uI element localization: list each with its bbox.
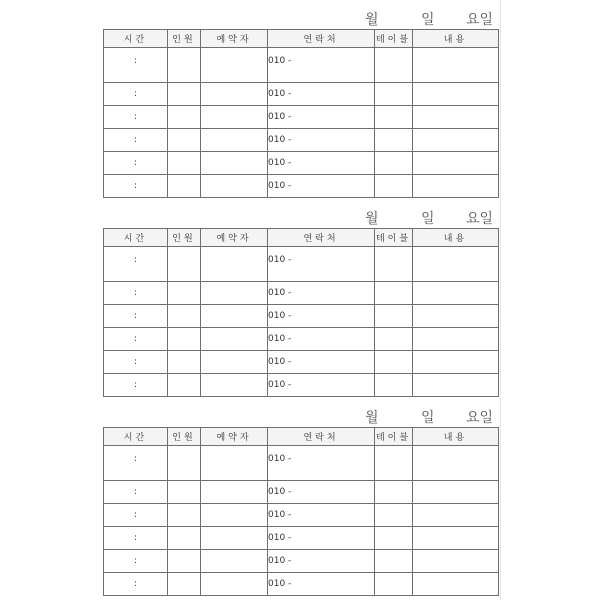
day-label: 일 (421, 211, 435, 227)
notes-cell[interactable] (413, 374, 499, 397)
notes-cell[interactable] (413, 305, 499, 328)
reserver-cell[interactable] (201, 374, 268, 397)
day-label: 일 (421, 12, 435, 28)
header-reserver: 예약자 (201, 428, 268, 446)
time-cell[interactable]: : (104, 152, 168, 175)
table-row (104, 481, 499, 504)
header-row (104, 30, 499, 48)
table-row (104, 446, 499, 481)
party-size-cell[interactable] (168, 374, 201, 397)
notes-cell[interactable] (413, 175, 499, 198)
header-party-size: 인원 (168, 428, 201, 446)
header-time: 시간 (104, 30, 168, 48)
time-cell[interactable]: : (104, 247, 168, 282)
notes-cell[interactable] (413, 481, 499, 504)
table-cell[interactable] (375, 550, 413, 573)
contact-cell[interactable]: 010 - (268, 446, 375, 481)
table-cell[interactable] (375, 527, 413, 550)
contact-cell[interactable]: 010 - (268, 573, 375, 596)
weekday-label: 요일 (466, 12, 494, 28)
header-notes: 내용 (413, 229, 499, 247)
contact-cell[interactable]: 010 - (268, 247, 375, 282)
contact-cell[interactable]: 010 - (268, 328, 375, 351)
table-row (104, 351, 499, 374)
party-size-cell[interactable] (168, 129, 201, 152)
notes-cell[interactable] (413, 550, 499, 573)
party-size-cell[interactable] (168, 527, 201, 550)
header-contact: 연락처 (268, 229, 375, 247)
party-size-cell[interactable] (168, 351, 201, 374)
party-size-cell[interactable] (168, 48, 201, 83)
contact-cell[interactable]: 010 - (268, 527, 375, 550)
party-size-cell[interactable] (168, 328, 201, 351)
notes-cell[interactable] (413, 573, 499, 596)
reserver-cell[interactable] (201, 247, 268, 282)
contact-cell[interactable]: 010 - (268, 374, 375, 397)
time-cell[interactable]: : (104, 550, 168, 573)
table-cell[interactable] (375, 351, 413, 374)
table-row (104, 48, 499, 83)
notes-cell[interactable] (413, 83, 499, 106)
header-row (104, 229, 499, 247)
header-time: 시간 (104, 229, 168, 247)
time-cell[interactable]: : (104, 328, 168, 351)
notes-cell[interactable] (413, 328, 499, 351)
party-size-cell[interactable] (168, 175, 201, 198)
time-cell[interactable]: : (104, 305, 168, 328)
party-size-cell[interactable] (168, 83, 201, 106)
header-row (104, 428, 499, 446)
contact-cell[interactable]: 010 - (268, 550, 375, 573)
header-party-size: 인원 (168, 30, 201, 48)
date-line (103, 405, 498, 427)
table-cell[interactable] (375, 504, 413, 527)
table-cell[interactable] (375, 282, 413, 305)
month-label: 월 (365, 211, 379, 227)
header-contact: 연락처 (268, 30, 375, 48)
reserver-cell[interactable] (201, 527, 268, 550)
weekday-label: 요일 (466, 410, 494, 426)
header-notes: 내용 (413, 30, 499, 48)
table-cell[interactable] (375, 152, 413, 175)
contact-cell[interactable]: 010 - (268, 351, 375, 374)
time-cell[interactable]: : (104, 527, 168, 550)
table-cell[interactable] (375, 106, 413, 129)
party-size-cell[interactable] (168, 305, 201, 328)
reserver-cell[interactable] (201, 504, 268, 527)
header-party-size: 인원 (168, 229, 201, 247)
notes-cell[interactable] (413, 504, 499, 527)
reserver-cell[interactable] (201, 48, 268, 83)
reservation-table (103, 228, 499, 397)
party-size-cell[interactable] (168, 481, 201, 504)
table-row (104, 374, 499, 397)
notes-cell[interactable] (413, 129, 499, 152)
contact-cell[interactable]: 010 - (268, 129, 375, 152)
month-label: 월 (365, 12, 379, 28)
table-cell[interactable] (375, 305, 413, 328)
header-time: 시간 (104, 428, 168, 446)
reservation-section-2 (103, 206, 498, 397)
notes-cell[interactable] (413, 446, 499, 481)
reserver-cell[interactable] (201, 282, 268, 305)
contact-cell[interactable]: 010 - (268, 83, 375, 106)
date-line (103, 206, 498, 228)
time-cell[interactable]: : (104, 48, 168, 83)
table-cell[interactable] (375, 129, 413, 152)
party-size-cell[interactable] (168, 446, 201, 481)
notes-cell[interactable] (413, 282, 499, 305)
notes-cell[interactable] (413, 351, 499, 374)
notes-cell[interactable] (413, 527, 499, 550)
table-cell[interactable] (375, 175, 413, 198)
table-row (104, 504, 499, 527)
table-row (104, 175, 499, 198)
notes-cell[interactable] (413, 48, 499, 83)
header-notes: 내용 (413, 428, 499, 446)
table-row (104, 305, 499, 328)
table-row (104, 527, 499, 550)
reserver-cell[interactable] (201, 351, 268, 374)
header-reserver: 예약자 (201, 30, 268, 48)
header-table: 테이블 (375, 229, 413, 247)
reserver-cell[interactable] (201, 106, 268, 129)
contact-cell[interactable]: 010 - (268, 152, 375, 175)
party-size-cell[interactable] (168, 282, 201, 305)
notes-cell[interactable] (413, 247, 499, 282)
table-cell[interactable] (375, 328, 413, 351)
table-row (104, 83, 499, 106)
reserver-cell[interactable] (201, 175, 268, 198)
time-cell[interactable]: : (104, 374, 168, 397)
reserver-cell[interactable] (201, 129, 268, 152)
time-cell[interactable]: : (104, 446, 168, 481)
date-line (103, 7, 498, 29)
reserver-cell[interactable] (201, 152, 268, 175)
table-row (104, 282, 499, 305)
time-cell[interactable]: : (104, 573, 168, 596)
reserver-cell[interactable] (201, 305, 268, 328)
party-size-cell[interactable] (168, 504, 201, 527)
reserver-cell[interactable] (201, 573, 268, 596)
day-label: 일 (421, 410, 435, 426)
header-table: 테이블 (375, 428, 413, 446)
time-cell[interactable]: : (104, 83, 168, 106)
time-cell[interactable]: : (104, 481, 168, 504)
notes-cell[interactable] (413, 106, 499, 129)
header-reserver: 예약자 (201, 229, 268, 247)
contact-cell[interactable]: 010 - (268, 481, 375, 504)
weekday-label: 요일 (466, 211, 494, 227)
table-row (104, 152, 499, 175)
party-size-cell[interactable] (168, 152, 201, 175)
table-row (104, 129, 499, 152)
table-row (104, 247, 499, 282)
party-size-cell[interactable] (168, 550, 201, 573)
party-size-cell[interactable] (168, 106, 201, 129)
time-cell[interactable]: : (104, 106, 168, 129)
table-cell[interactable] (375, 83, 413, 106)
table-cell[interactable] (375, 247, 413, 282)
header-contact: 연락처 (268, 428, 375, 446)
reservation-section-3 (103, 405, 498, 596)
table-row (104, 550, 499, 573)
time-cell[interactable]: : (104, 175, 168, 198)
month-label: 월 (365, 410, 379, 426)
time-cell[interactable]: : (104, 282, 168, 305)
time-cell[interactable]: : (104, 504, 168, 527)
reserver-cell[interactable] (201, 446, 268, 481)
table-cell[interactable] (375, 48, 413, 83)
contact-cell[interactable]: 010 - (268, 305, 375, 328)
table-cell[interactable] (375, 446, 413, 481)
contact-cell[interactable]: 010 - (268, 106, 375, 129)
table-row (104, 328, 499, 351)
table-row (104, 573, 499, 596)
table-cell[interactable] (375, 573, 413, 596)
party-size-cell[interactable] (168, 573, 201, 596)
contact-cell[interactable]: 010 - (268, 504, 375, 527)
time-cell[interactable]: : (104, 129, 168, 152)
time-cell[interactable]: : (104, 351, 168, 374)
reserver-cell[interactable] (201, 328, 268, 351)
party-size-cell[interactable] (168, 247, 201, 282)
notes-cell[interactable] (413, 152, 499, 175)
table-cell[interactable] (375, 374, 413, 397)
page-margin-rule (500, 0, 501, 600)
table-cell[interactable] (375, 481, 413, 504)
reserver-cell[interactable] (201, 481, 268, 504)
reservation-table (103, 427, 499, 596)
contact-cell[interactable]: 010 - (268, 282, 375, 305)
reservation-table (103, 29, 499, 198)
contact-cell[interactable]: 010 - (268, 48, 375, 83)
header-table: 테이블 (375, 30, 413, 48)
reservation-section-1 (103, 7, 498, 198)
table-row (104, 106, 499, 129)
contact-cell[interactable]: 010 - (268, 175, 375, 198)
reserver-cell[interactable] (201, 550, 268, 573)
reserver-cell[interactable] (201, 83, 268, 106)
